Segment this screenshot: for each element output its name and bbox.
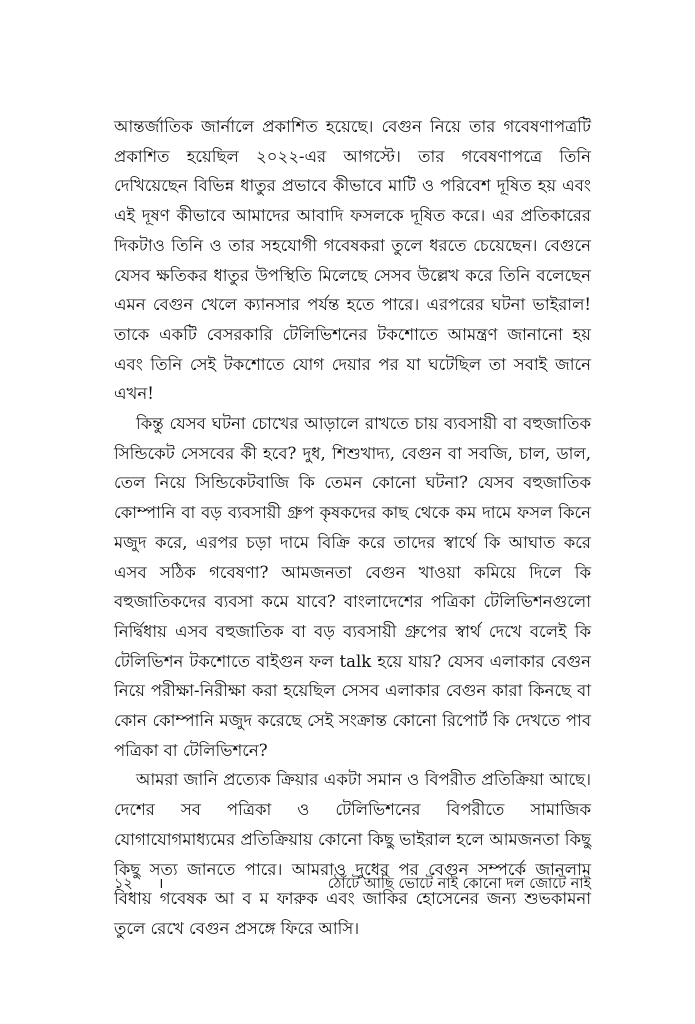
footer-separator: । xyxy=(158,876,164,892)
page-footer xyxy=(114,870,591,898)
paragraph-2: কিন্তু যেসব ঘটনা চোখের আড়ালে রাখতে চায় ব্যবসায়ী বা বহুজাতিক সিন্ডিকেট সেসবের কী হবে? দুধ, শিশুখাদ্য, বেগুন বা সবজি, চাল, ডাল, তেল নিয়ে সিন্ডিকেটবাজি কি তেমন কোনো ঘটনা? যেসব বহুজাতিক কোম্পানি বা বড় ব্যবসায়ী গ্রুপ কৃষকদের কাছ থেকে কম দামে ফসল কিনে মজুদ করে, এরপর চড়া দামে বিক্রি করে তাদের স্বার্থে কি আঘাত করে এসব সঠিক গবেষণা? আমজনতা বেগুন খাওয়া কমিয়ে দিলে কি বহুজাতিকদের ব্যবসা কমে যাবে? বাংলাদেশের পত্রিকা টেলিভিশনগুলো নির্দ্বিধায় এসব বহুজাতিক বা বড় ব্যবসায়ী গ্রুপের স্বার্থ দেখে বলেই কি টেলিভিশন টকশোতে বাইগুন ফল talk হয়ে যায়? যেসব এলাকার বেগুন নিয়ে পরীক্ষা-নিরীক্ষা করা হয়েছিল সেসব এলাকার বেগুন কারা কিনছে বা কোন কোম্পানি মজুদ করেছে সেই সংক্রান্ত কোনো রিপোর্ট কি দেখতে পাব পত্রিকা বা টেলিভিশনে? xyxy=(114,414,591,760)
paragraph-1: আন্তর্জাতিক জার্নালে প্রকাশিত হয়েছে। বেগুন নিয়ে তার গবেষণাপত্রটি প্রকাশিত হয়েছিল ২০২২-এর আগস্টে। তার গবেষণাপত্রে তিনি দেখিয়েছেন বিভিন্ন ধাতুর প্রভাবে কীভাবে মাটি ও পরিবেশ দূষিত হয় এবং এই দূষণ কীভাবে আমাদের আবাদি ফসলকে দূষিত করে। এর প্রতিকারের দিকটাও তিনি ও তার সহযোগী গবেষকরা তুলে ধরতে চেয়েছেন। বেগুনে যেসব ক্ষতিকর ধাতুর উপস্থিতি মিলেছে সেসব উল্লেখ করে তিনি বলেছেন এমন বেগুন খেলে ক্যানসার পর্যন্ত হতে পারে। এরপরের ঘটনা ভাইরাল! তাকে একটি বেসরকারি টেলিভিশনের টকশোতে আমন্ত্রণ জানানো হয় এবং তিনি সেই টকশোতে যোগ দেয়ার পর যা ঘটেছিল তা সবাই জানে এখন! xyxy=(114,117,591,404)
paragraph-3: আমরা জানি প্রত্যেক ক্রিয়ার একটা সমান ও বিপরীত প্রতিক্রিয়া আছে। দেশের সব পত্রিকা ও টেলিভিশনের বিপরীতে সামাজিক যোগাযোগমাধ্যমের প্রতিক্রিয়ায় কোনো কিছু ভাইরাল হলে আমজনতা কিছু কিছু সত্য জানতে পারে। আমরাও দুধের পর বেগুন সম্পর্কে জানলাম বিধায় গবেষক আ ব ম ফারুক এবং জাকির হোসেনের জন্য শুভকামনা তুলে রেখে বেগুন প্রসঙ্গে ফিরে আসি। xyxy=(114,770,591,938)
page-body xyxy=(114,112,591,944)
running-title: ঠোঁটে আছি ভোটে নাই কোনো দল জোটে নাই xyxy=(327,876,591,892)
page-number: ১২ xyxy=(114,876,133,892)
